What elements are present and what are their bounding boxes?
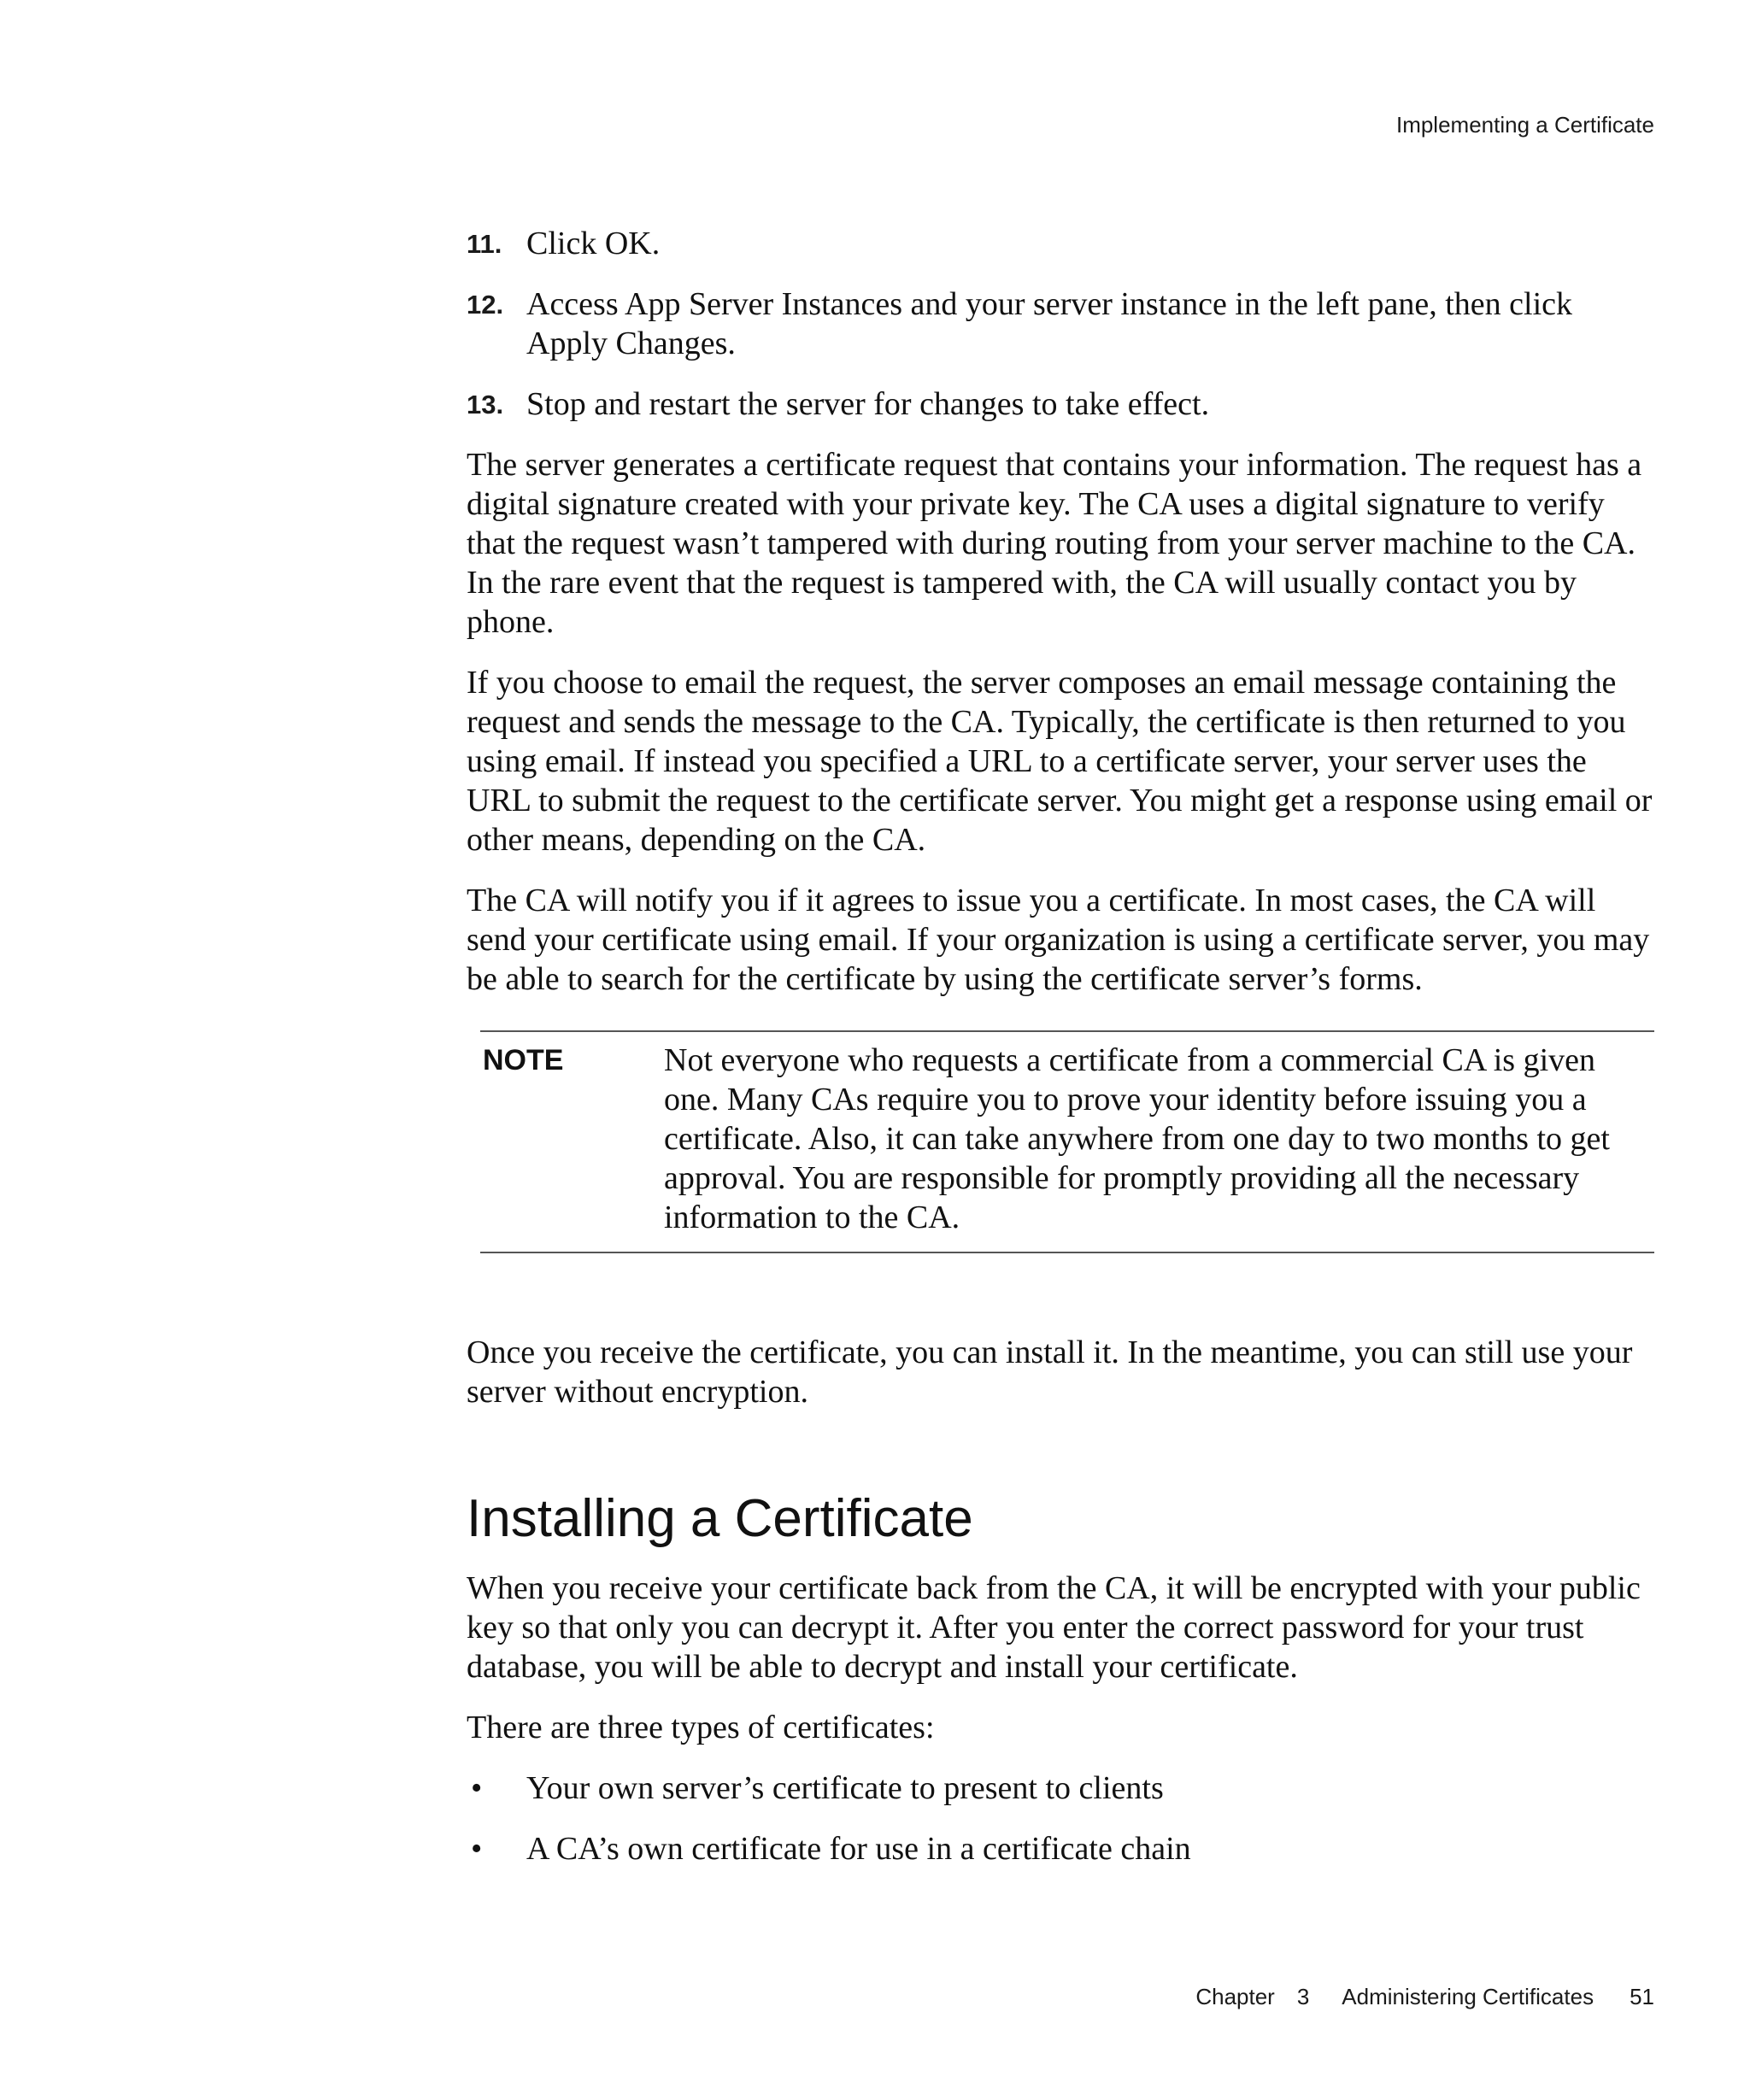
bullet-text: Your own server’s certificate to present to clients <box>526 1770 1164 1806</box>
step-number: 12. <box>467 290 504 320</box>
bullet-icon: • <box>471 1831 483 1867</box>
bullet-icon: • <box>471 1770 483 1806</box>
bullet-item <box>467 1829 1654 1868</box>
bullet-item <box>467 1769 1654 1808</box>
footer-chapter-number: 3 <box>1296 1984 1310 2009</box>
step-number: 11. <box>467 229 502 259</box>
step-item <box>467 224 1654 263</box>
bullet-text: A CA’s own certificate for use in a certificate chain <box>526 1831 1191 1867</box>
step-text: Stop and restart the server for changes to take effect. <box>526 386 1210 422</box>
step-item <box>467 384 1654 424</box>
step-item <box>467 284 1654 363</box>
page-content <box>467 224 1654 1890</box>
body-paragraph: When you receive your certificate back from the CA, it will be encrypted with your public key so that only you can decrypt it. After you enter the correct password for your trust database, you will be able to decrypt and install your certificate. <box>467 1570 1641 1685</box>
body-paragraph: Once you receive the certificate, you can install it. In the meantime, you can still use your server without encryption. <box>467 1334 1633 1410</box>
note-text: Not everyone who requests a certificate from a commercial CA is given one. Many CAs require you to prove your identity before issuing you a certificate. Also, it can take anywhere from one day to two months to get approval. You are responsible for promptly providing all the necessary information to the CA. <box>664 1042 1610 1235</box>
body-paragraph: The server generates a certificate request that contains your information. The request has a digital signature created with your private key. The CA uses a digital signature to verify that the request wasn’t tampered with during routing from your server machine to the CA. In the rare event that the request is tampered with, the CA will usually contact you by phone. <box>467 447 1642 640</box>
page-number: 51 <box>1630 1984 1654 2009</box>
note-box <box>480 1030 1654 1253</box>
note-label: NOTE <box>483 1044 564 1076</box>
running-footer <box>1195 1983 1654 2010</box>
footer-chapter-label: Chapter <box>1195 1984 1275 2009</box>
step-text: Click OK. <box>526 226 661 261</box>
body-paragraph: The CA will notify you if it agrees to issue you a certificate. In most cases, the CA will send your certificate using email. If your organization is using a certificate server, you may be able to search for the certificate by using the certificate server’s forms. <box>467 883 1650 997</box>
footer-chapter-title: Administering Certificates <box>1342 1984 1594 2009</box>
body-paragraph: There are three types of certificates: <box>467 1710 935 1745</box>
body-paragraph: If you choose to email the request, the server composes an email message containing the request and sends the message to the CA. Typically, the certificate is then returned to you using email. If instead you specified a URL to a certificate server, your server uses the URL to submit the request to the certificate server. You might get a response using email or other means, depending on the CA. <box>467 665 1653 858</box>
section-heading: Installing a Certificate <box>467 1489 973 1548</box>
step-number: 13. <box>467 390 504 419</box>
running-header: Implementing a Certificate <box>1395 112 1654 138</box>
step-text: Access App Server Instances and your server instance in the left pane, then click Apply Changes. <box>526 286 1572 361</box>
